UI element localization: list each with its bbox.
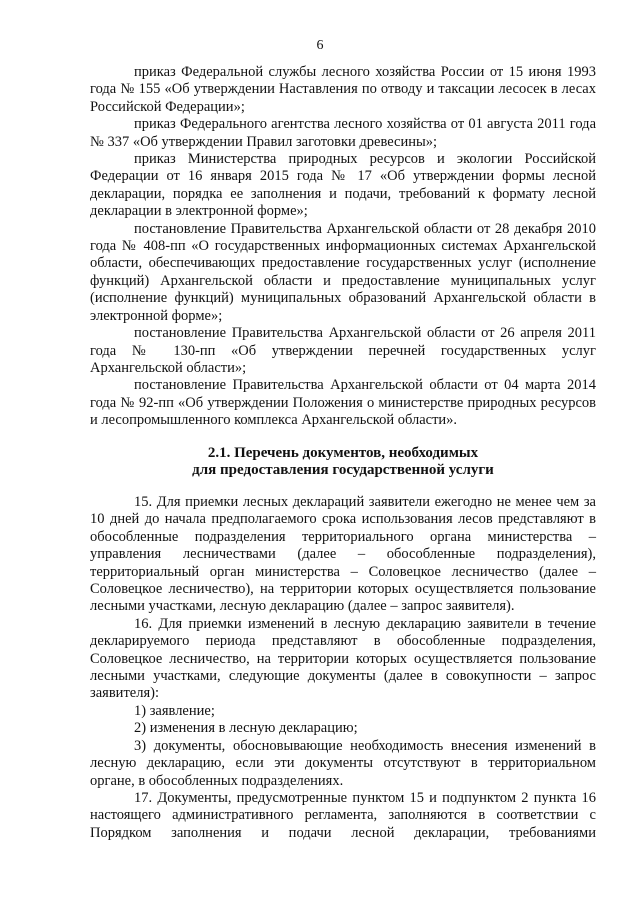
clause-17: 17. Документы, предусмотренные пунктом 15 и подпунктом 2 пункта 16 настоящего административного регламента, заполняются в соответствии с Порядком заполнения и подачи лесной декларации, требованиями — [90, 789, 596, 841]
legal-act-item: постановление Правительства Архангельской области от 28 декабря 2010 года № 408-пп «О государственных информационных системах Архангельской области, обеспечивающих предоставление государственных услуг (исполнение функций) Архангельской области и предоставление муниципальных услуг (исполнение функций) муниципальных образований Архангельской области в электронной форме»; — [90, 220, 596, 324]
section-heading — [90, 445, 596, 480]
clause-16-item-1: 1) заявление; — [134, 702, 215, 719]
legal-act-item: приказ Федерального агентства лесного хозяйства от 01 августа 2011 года № 337 «Об утверждении Правил заготовки древесины»; — [90, 116, 596, 150]
page-number: 6 — [316, 38, 324, 53]
legal-act-item: приказ Федеральной службы лесного хозяйства России от 15 июня 1993 года № 155 «Об утверждении Наставления по отводу и таксации лесосек в лесах Российской Федерации»; — [90, 64, 596, 115]
clause-15: 15. Для приемки лесных деклараций заявители ежегодно не менее чем за 10 дней до начала предполагаемого срока использования лесов представляют в обособленные подразделения территориального органа министерства – управления лесничествами (далее – обособленные подразделения), территориальный орган министерства – Соловецкое лесничество (далее – Соловецкое лесничество), на территории которых осуществляется пользование лесными участками, лесную декларацию (далее – запрос заявителя). — [90, 494, 596, 615]
section-heading-line-2: для предоставления государственной услуги — [192, 462, 494, 479]
clauses-list — [90, 494, 596, 842]
clause-16: 16. Для приемки изменений в лесную декларацию заявители в течение декларируемого периода представляют в обособленные подразделения, Соловецкое лесничество, на территории которых осуществляется пользование лесными участками, следующие документы (далее в совокупности – запрос заявителя): — [90, 615, 596, 702]
legal-act-item: приказ Министерства природных ресурсов и экологии Российской Федерации от 16 января 2015 года № 17 «Об утверждении формы лесной декларации, порядка ее заполнения и подачи, требований к формату лесной декларации в электронной форме»; — [90, 151, 596, 220]
legal-act-item: постановление Правительства Архангельской области от 26 апреля 2011 года № 130-пп «Об утверждении перечней государственных услуг Архангельской области»; — [90, 325, 596, 376]
legal-act-item: постановление Правительства Архангельской области от 04 марта 2014 года № 92-пп «Об утверждении Положения о министерстве природных ресурсов и лесопромышленного комплекса Архангельской области». — [90, 377, 596, 429]
section-heading-line-1: 2.1. Перечень документов, необходимых — [207, 445, 479, 461]
legal-acts-list — [90, 64, 596, 430]
clause-16-item-3: 3) документы, обосновывающие необходимость внесения изменений в лесную декларацию, если эти документы отсутствуют в территориальном органе, в обособленных подразделениях. — [90, 737, 596, 789]
clause-16-item-2: 2) изменения в лесную декларацию; — [134, 720, 358, 737]
